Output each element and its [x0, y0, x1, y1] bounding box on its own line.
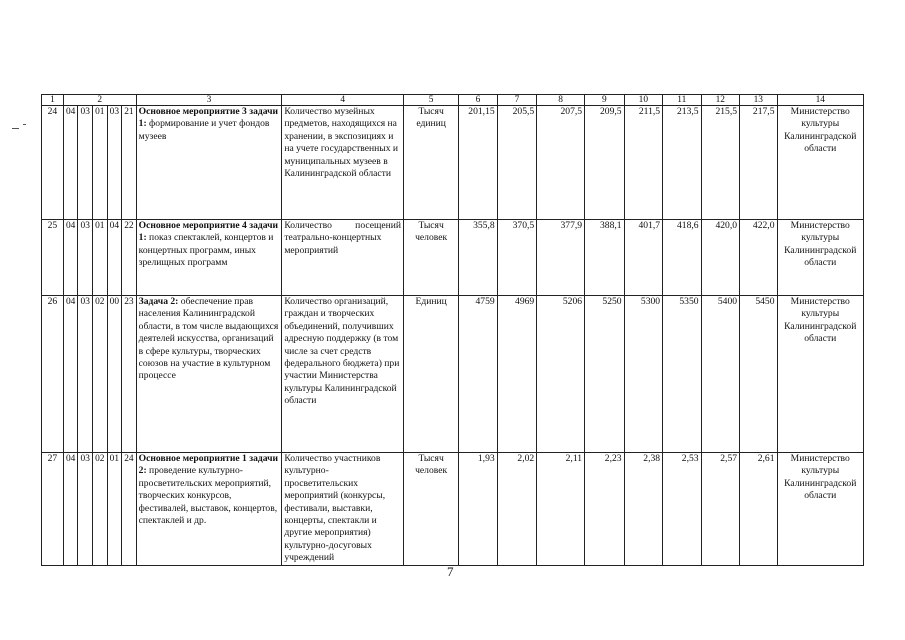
header-cell: 3 — [136, 95, 282, 106]
value-cell: 5206 — [537, 296, 585, 453]
code-cell: 24 — [122, 453, 137, 566]
value-cell: 377,9 — [537, 220, 585, 296]
activity-name — [136, 453, 282, 566]
unit: Единиц — [404, 296, 459, 453]
value-cell: 217,5 — [740, 106, 777, 220]
header-cell: 2 — [63, 95, 136, 106]
activity-desc: обеспечение прав населения Калининградской области, в том числе выдающихся деятелей искусства, организаций в сфере культуры, творческих союзов на участие в культурном процессе — [138, 296, 279, 382]
header-cell: 8 — [537, 95, 585, 106]
value-cell: 211,5 — [624, 106, 662, 220]
activity-desc: показ спектаклей, концертов и концертных программ, иных зрелищных программ — [138, 232, 274, 269]
row-number: 24 — [42, 106, 64, 220]
value-cell: 5450 — [740, 296, 777, 453]
indicator-name: Количество посещений театрально-концертных мероприятий — [282, 220, 404, 296]
activity-name — [136, 220, 282, 296]
header-cell: 4 — [282, 95, 404, 106]
executor: Министерство культуры Калининградской области — [777, 106, 864, 220]
code-cell: 00 — [107, 296, 122, 453]
executor: Министерство культуры Калининградской области — [777, 453, 864, 566]
page-number: 7 — [447, 564, 454, 579]
value-cell: 4759 — [459, 296, 497, 453]
margin-mark — [12, 128, 19, 129]
indicators-table — [41, 94, 864, 566]
code-cell: 04 — [107, 220, 122, 296]
value-cell: 201,15 — [459, 106, 497, 220]
code-cell: 03 — [78, 453, 93, 566]
value-cell: 209,5 — [585, 106, 625, 220]
activity-name — [136, 106, 282, 220]
value-cell: 2,11 — [537, 453, 585, 566]
value-cell: 355,8 — [459, 220, 497, 296]
value-cell: 213,5 — [663, 106, 701, 220]
value-cell: 1,93 — [459, 453, 497, 566]
value-cell: 215,5 — [701, 106, 739, 220]
code-cell: 23 — [122, 296, 137, 453]
header-cell: 13 — [740, 95, 777, 106]
value-cell: 2,61 — [740, 453, 777, 566]
code-cell: 04 — [63, 106, 78, 220]
margin-mark — [23, 124, 26, 125]
header-cell: 1 — [42, 95, 64, 106]
value-cell: 2,57 — [701, 453, 739, 566]
code-cell: 02 — [92, 296, 107, 453]
value-cell: 2,23 — [585, 453, 625, 566]
code-cell: 03 — [78, 106, 93, 220]
value-cell: 401,7 — [624, 220, 662, 296]
code-cell: 04 — [63, 296, 78, 453]
header-cell: 5 — [404, 95, 459, 106]
code-cell: 04 — [63, 220, 78, 296]
code-cell: 22 — [122, 220, 137, 296]
row-number: 27 — [42, 453, 64, 566]
code-cell: 04 — [63, 453, 78, 566]
code-cell: 03 — [107, 106, 122, 220]
activity-title: Задача 2: — [138, 296, 179, 307]
code-cell: 01 — [92, 106, 107, 220]
value-cell: 4969 — [497, 296, 537, 453]
row-number: 25 — [42, 220, 64, 296]
table-row — [42, 453, 864, 566]
unit: Тысяч человек — [404, 220, 459, 296]
unit: Тысяч единиц — [404, 106, 459, 220]
activity-title: Основное мероприятие 3 задачи 1: — [138, 106, 279, 130]
code-cell: 21 — [122, 106, 137, 220]
header-cell: 11 — [663, 95, 701, 106]
value-cell: 207,5 — [537, 106, 585, 220]
activity-desc: формирование и учет фондов музеев — [138, 118, 270, 142]
table-row — [42, 296, 864, 453]
table-row — [42, 106, 864, 220]
value-cell: 5350 — [663, 296, 701, 453]
code-cell: 02 — [92, 453, 107, 566]
header-cell: 10 — [624, 95, 662, 106]
code-cell: 01 — [92, 220, 107, 296]
activity-desc: проведение культурно-просветительских мероприятий, творческих конкурсов, фестивалей, выставок, концертов, спектаклей и др. — [138, 465, 278, 527]
value-cell: 2,02 — [497, 453, 537, 566]
code-cell: 03 — [78, 296, 93, 453]
value-cell: 2,38 — [624, 453, 662, 566]
header-cell: 6 — [459, 95, 497, 106]
value-cell: 205,5 — [497, 106, 537, 220]
activity-title: Основное мероприятие 4 задачи 1: — [138, 220, 279, 244]
header-row — [42, 95, 864, 106]
value-cell: 5300 — [624, 296, 662, 453]
code-cell: 01 — [107, 453, 122, 566]
value-cell: 422,0 — [740, 220, 777, 296]
value-cell: 5400 — [701, 296, 739, 453]
value-cell: 370,5 — [497, 220, 537, 296]
unit: Тысяч человек — [404, 453, 459, 566]
value-cell: 2,53 — [663, 453, 701, 566]
header-cell: 9 — [585, 95, 625, 106]
value-cell: 420,0 — [701, 220, 739, 296]
indicator-name: Количество участников культурно-просветительских мероприятий (конкурсы, фестивали, выставки, концерты, спектакли и другие мероприятия) культурно-досуговых учреждений — [282, 453, 404, 566]
header-cell: 12 — [701, 95, 739, 106]
executor: Министерство культуры Калининградской области — [777, 220, 864, 296]
activity-name — [136, 296, 282, 453]
code-cell: 03 — [78, 220, 93, 296]
header-cell: 14 — [777, 95, 864, 106]
value-cell: 418,6 — [663, 220, 701, 296]
table-row — [42, 220, 864, 296]
value-cell: 5250 — [585, 296, 625, 453]
value-cell: 388,1 — [585, 220, 625, 296]
indicator-name: Количество музейных предметов, находящихся на хранении, в экспозициях и на учете государственных и муниципальных музеев в Калининградской области — [282, 106, 404, 220]
executor: Министерство культуры Калининградской области — [777, 296, 864, 453]
header-cell: 7 — [497, 95, 537, 106]
indicator-name: Количество организаций, граждан и творческих объединений, получивших адресную поддержку (в том числе за счет средств федерального бюджета) при участии Министерства культуры Калининградской области — [282, 296, 404, 453]
activity-title: Основное мероприятие 1 задачи 2: — [138, 453, 279, 477]
row-number: 26 — [42, 296, 64, 453]
